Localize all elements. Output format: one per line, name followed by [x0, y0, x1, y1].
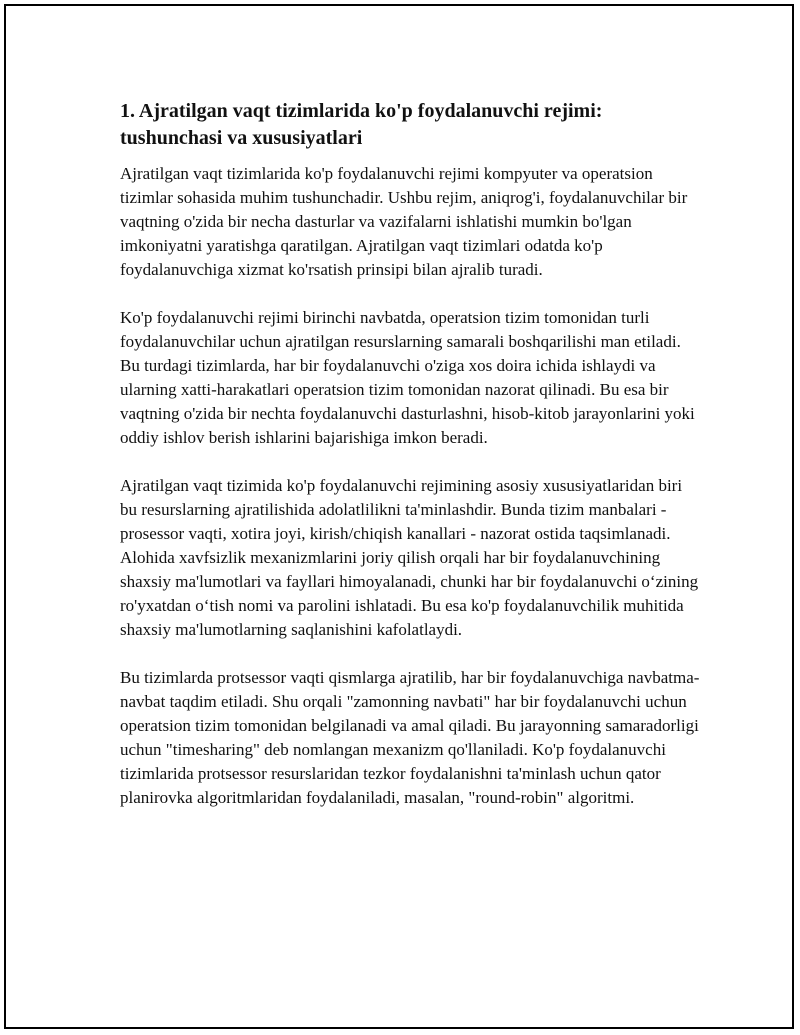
document-body	[120, 98, 700, 834]
paragraph-4: Bu tizimlarda protsessor vaqti qismlarga ajratilib, har bir foydalanuvchiga navbatma-navbat taqdim etiladi. Shu orqali "zamonning navbati" har bir foydalanuvchi uchun operatsion tizim tomonidan belgilanadi va amal qiladi. Bu jarayonning samaradorligi uchun "timesharing" deb nomlangan mexanizm qo'llaniladi. Ko'p foydalanuvchi tizimlarida protsessor resurslaridan tezkor foydalanishni ta'minlash uchun qator planirovka algoritmlaridan foydalaniladi, masalan, "round-robin" algoritmi.	[120, 668, 700, 807]
paragraph-3: Ajratilgan vaqt tizimida ko'p foydalanuvchi rejimining asosiy xususiyatlaridan biri bu resurslarning ajratilishida adolatlilikni ta'minlashdir. Bunda tizim manbalari - prosessor vaqti, xotira joyi, kirish/chiqish kanallari - nazorat ostida taqsimlanadi. Alohida xavfsizlik mexanizmlarini joriy qilish orqali har bir foydalanuvchining shaxsiy ma'lumotlari va fayllari himoyalanadi, chunki har bir foydalanuvchi o‘zining ro'yxatdan o‘tish nomi va parolini ishlatadi. Bu esa ko'p foydalanuvchilik muhitida shaxsiy ma'lumotlarning saqlanishini kafolatlaydi.	[120, 476, 699, 639]
paragraph-1: Ajratilgan vaqt tizimlarida ko'p foydalanuvchi rejimi kompyuter va operatsion tizimlar sohasida muhim tushunchadir. Ushbu rejim, aniqrog'i, foydalanuvchilar bir vaqtning o'zida bir necha dasturlar va vazifalarni ishlatishi mumkin bo'lgan imkoniyatni yaratishga qaratilgan. Ajratilgan vaqt tizimlari odatda ko'p foydalanuvchiga xizmat ko'rsatish prinsipi bilan ajralib turadi.	[120, 164, 688, 279]
page-frame	[4, 4, 794, 1029]
section-heading: 1. Ajratilgan vaqt tizimlarida ko'p foydalanuvchi rejimi: tushunchasi va xususiyatlari	[120, 100, 603, 149]
paragraph-2: Ko'p foydalanuvchi rejimi birinchi navbatda, operatsion tizim tomonidan turli foydalanuvchilar uchun ajratilgan resurslarning samarali boshqarilishi man etiladi. Bu turdagi tizimlarda, har bir foydalanuvchi o'ziga xos doira ichida ishlaydi va ularning xatti-harakatlari operatsion tizim tomonidan nazorat qilinadi. Bu esa bir vaqtning o'zida bir nechta foydalanuvchi dasturlashni, hisob-kitob jarayonlarini yoki oddiy ishlov berish ishlarini bajarishiga imkon beradi.	[120, 308, 695, 447]
